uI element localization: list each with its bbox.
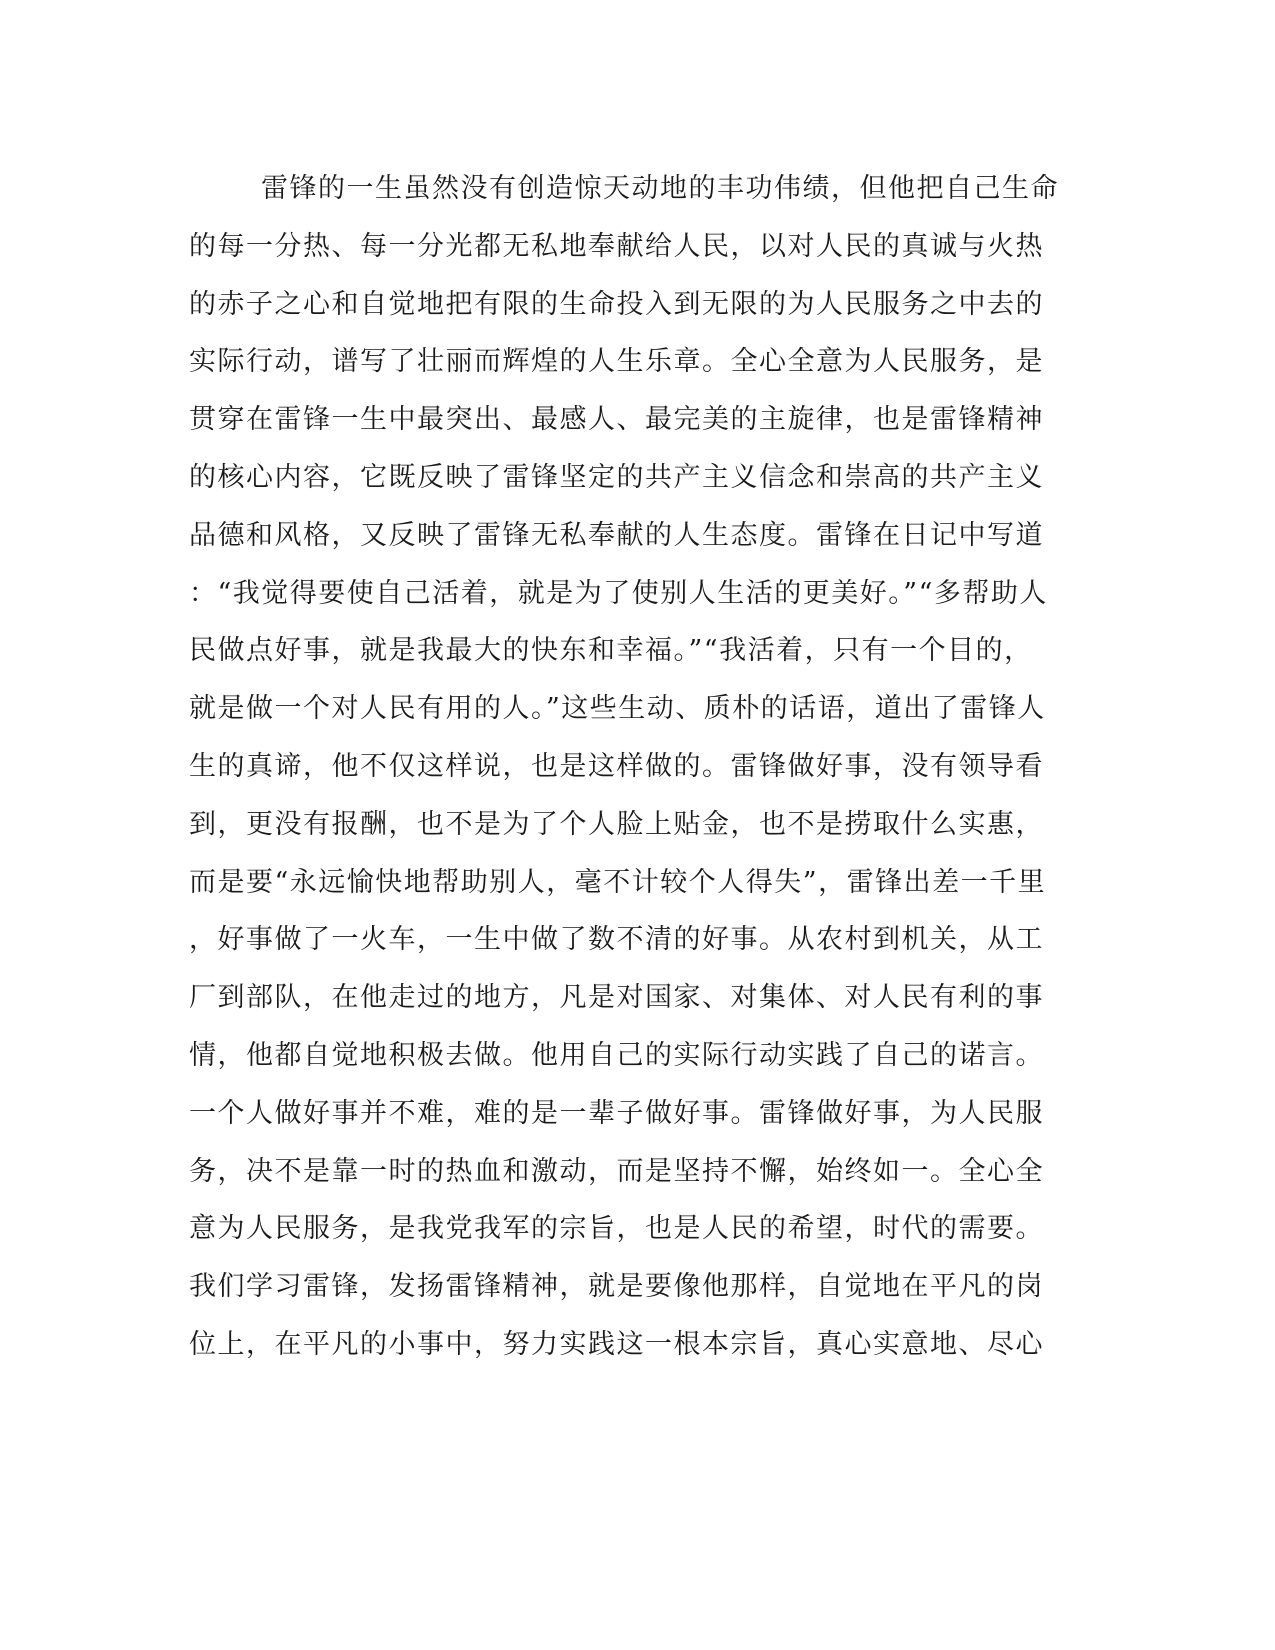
- text-line: ：“我觉得要使自己活着，就是为了使别人生活的更美好。”“多帮助人: [189, 577, 1048, 609]
- text-line: 厂到部队，在他走过的地方，凡是对国家、对集体、对人民有利的事: [189, 982, 1044, 1014]
- text-line: 就是做一个对人民有用的人。”这些生动、质朴的话语，道出了雷锋人: [189, 693, 1046, 725]
- text-line: 实际行动，谱写了壮丽而辉煌的人生乐章。全心全意为人民服务，是: [189, 346, 1044, 378]
- body-paragraph: [189, 160, 1069, 1374]
- text-line: 而是要“永远愉快地帮助别人，毫不计较个人得失”，雷锋出差一千里: [189, 866, 1047, 898]
- text-line: 我们学习雷锋，发扬雷锋精神，就是要像他那样，自觉地在平凡的岗: [189, 1271, 1044, 1303]
- text-line: 到，更没有报酬，也不是为了个人脸上贴金，也不是捞取什么实惠，: [189, 808, 1044, 840]
- text-line: 雷锋的一生虽然没有创造惊天动地的丰功伟绩，但他把自己生命: [261, 173, 1059, 204]
- text-line: 生的真谛，他不仅这样说，也是这样做的。雷锋做好事，没有领导看: [189, 750, 1044, 782]
- text-line: 贯穿在雷锋一生中最突出、最感人、最完美的主旋律，也是雷锋精神: [189, 404, 1044, 436]
- text-line: 位上，在平凡的小事中，努力实践这一根本宗旨，真心实意地、尽心: [189, 1328, 1044, 1360]
- text-line: 情，他都自觉地积极去做。他用自己的实际行动实践了自己的诺言。: [189, 1039, 1044, 1071]
- text-line: 一个人做好事并不难，难的是一辈子做好事。雷锋做好事，为人民服: [189, 1097, 1044, 1129]
- text-line: 意为人民服务，是我党我军的宗旨，也是人民的希望，时代的需要。: [189, 1213, 1044, 1245]
- text-line: 务，决不是靠一时的热血和激动，而是坚持不懈，始终如一。全心全: [189, 1155, 1044, 1187]
- text-line: 的每一分热、每一分光都无私地奉献给人民，以对人民的真诚与火热: [189, 230, 1044, 262]
- text-line: ，好事做了一火车，一生中做了数不清的好事。从农村到机关，从工: [189, 924, 1044, 956]
- text-line: 品德和风格，又反映了雷锋无私奉献的人生态度。雷锋在日记中写道: [189, 519, 1044, 551]
- text-line: 的核心内容，它既反映了雷锋坚定的共产主义信念和崇高的共产主义: [189, 461, 1044, 493]
- text-line: 民做点好事，就是我最大的快东和幸福。”“我活着，只有一个目的，: [189, 635, 1033, 667]
- text-line: 的赤子之心和自觉地把有限的生命投入到无限的为人民服务之中去的: [189, 288, 1044, 320]
